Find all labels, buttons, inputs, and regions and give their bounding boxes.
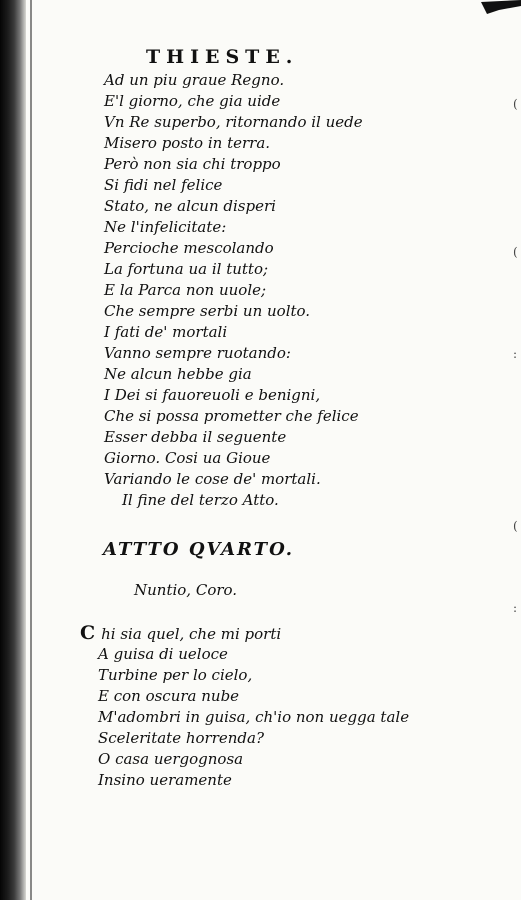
verse-line: E la Parca non uuole;: [104, 281, 267, 299]
verse-line: Però non sia chi troppo: [104, 155, 281, 173]
verse-block: [104, 70, 363, 511]
binding-gutter: [0, 0, 26, 900]
next-page-mark: :: [513, 601, 518, 615]
speech-first-text: hi sia quel, che mi porti: [101, 625, 282, 643]
verse-line: Misero posto in terra.: [104, 134, 271, 152]
verse-line: Ad un piu graue Regno.: [104, 71, 285, 89]
speech-block: [80, 623, 409, 791]
speech-line: O casa uergognosa: [98, 750, 244, 768]
speech-first-line: [80, 623, 409, 644]
drop-cap: C: [80, 622, 96, 644]
next-page-mark: :: [513, 347, 518, 361]
verse-line: Esser debba il seguente: [104, 428, 287, 446]
speech-line: E con oscura nube: [98, 687, 240, 705]
speakers-line: Nuntio, Coro.: [134, 581, 238, 599]
verse-line: Stato, ne alcun disperi: [104, 197, 276, 215]
gutter-rule: [30, 0, 32, 900]
next-page-mark: (: [513, 245, 518, 259]
verse-line: I Dei si fauoreuoli e benigni,: [104, 386, 321, 404]
speech-line: Sceleritate horrenda?: [98, 729, 264, 747]
verse-line: Giorno. Cosi ua Gioue: [104, 449, 271, 467]
speech-line: A guisa di ueloce: [98, 645, 228, 663]
torn-corner-mark: [481, 0, 521, 14]
verse-line: Ne l'infelicitate:: [104, 218, 227, 236]
act-title: ATTTO QVARTO.: [103, 539, 294, 560]
verse-line: Ne alcun hebbe gia: [104, 365, 252, 383]
act-end-note: Il fine del terzo Atto.: [122, 491, 279, 509]
verse-line: Variando le cose de' mortali.: [104, 470, 321, 488]
next-page-mark: (: [513, 97, 518, 111]
verse-line: Si fidi nel felice: [104, 176, 223, 194]
verse-line: La fortuna ua il tutto;: [104, 260, 269, 278]
speech-line: Insino ueramente: [98, 771, 232, 789]
verse-line: E'l giorno, che gia uide: [104, 92, 281, 110]
verse-line: Che si possa prometter che felice: [104, 407, 359, 425]
running-head: THIESTE.: [146, 46, 299, 68]
verse-line: Vn Re superbo, ritornando il uede: [104, 113, 363, 131]
next-page-mark: (: [513, 519, 518, 533]
verse-line: Percioche mescolando: [104, 239, 274, 257]
speech-line: M'adombri in guisa, ch'io non uegga tale: [98, 708, 410, 726]
speech-line: Turbine per lo cielo,: [98, 666, 253, 684]
verse-line: I fati de' mortali: [104, 323, 228, 341]
verse-line: Che sempre serbi un uolto.: [104, 302, 311, 320]
verse-line: Vanno sempre ruotando:: [104, 344, 291, 362]
